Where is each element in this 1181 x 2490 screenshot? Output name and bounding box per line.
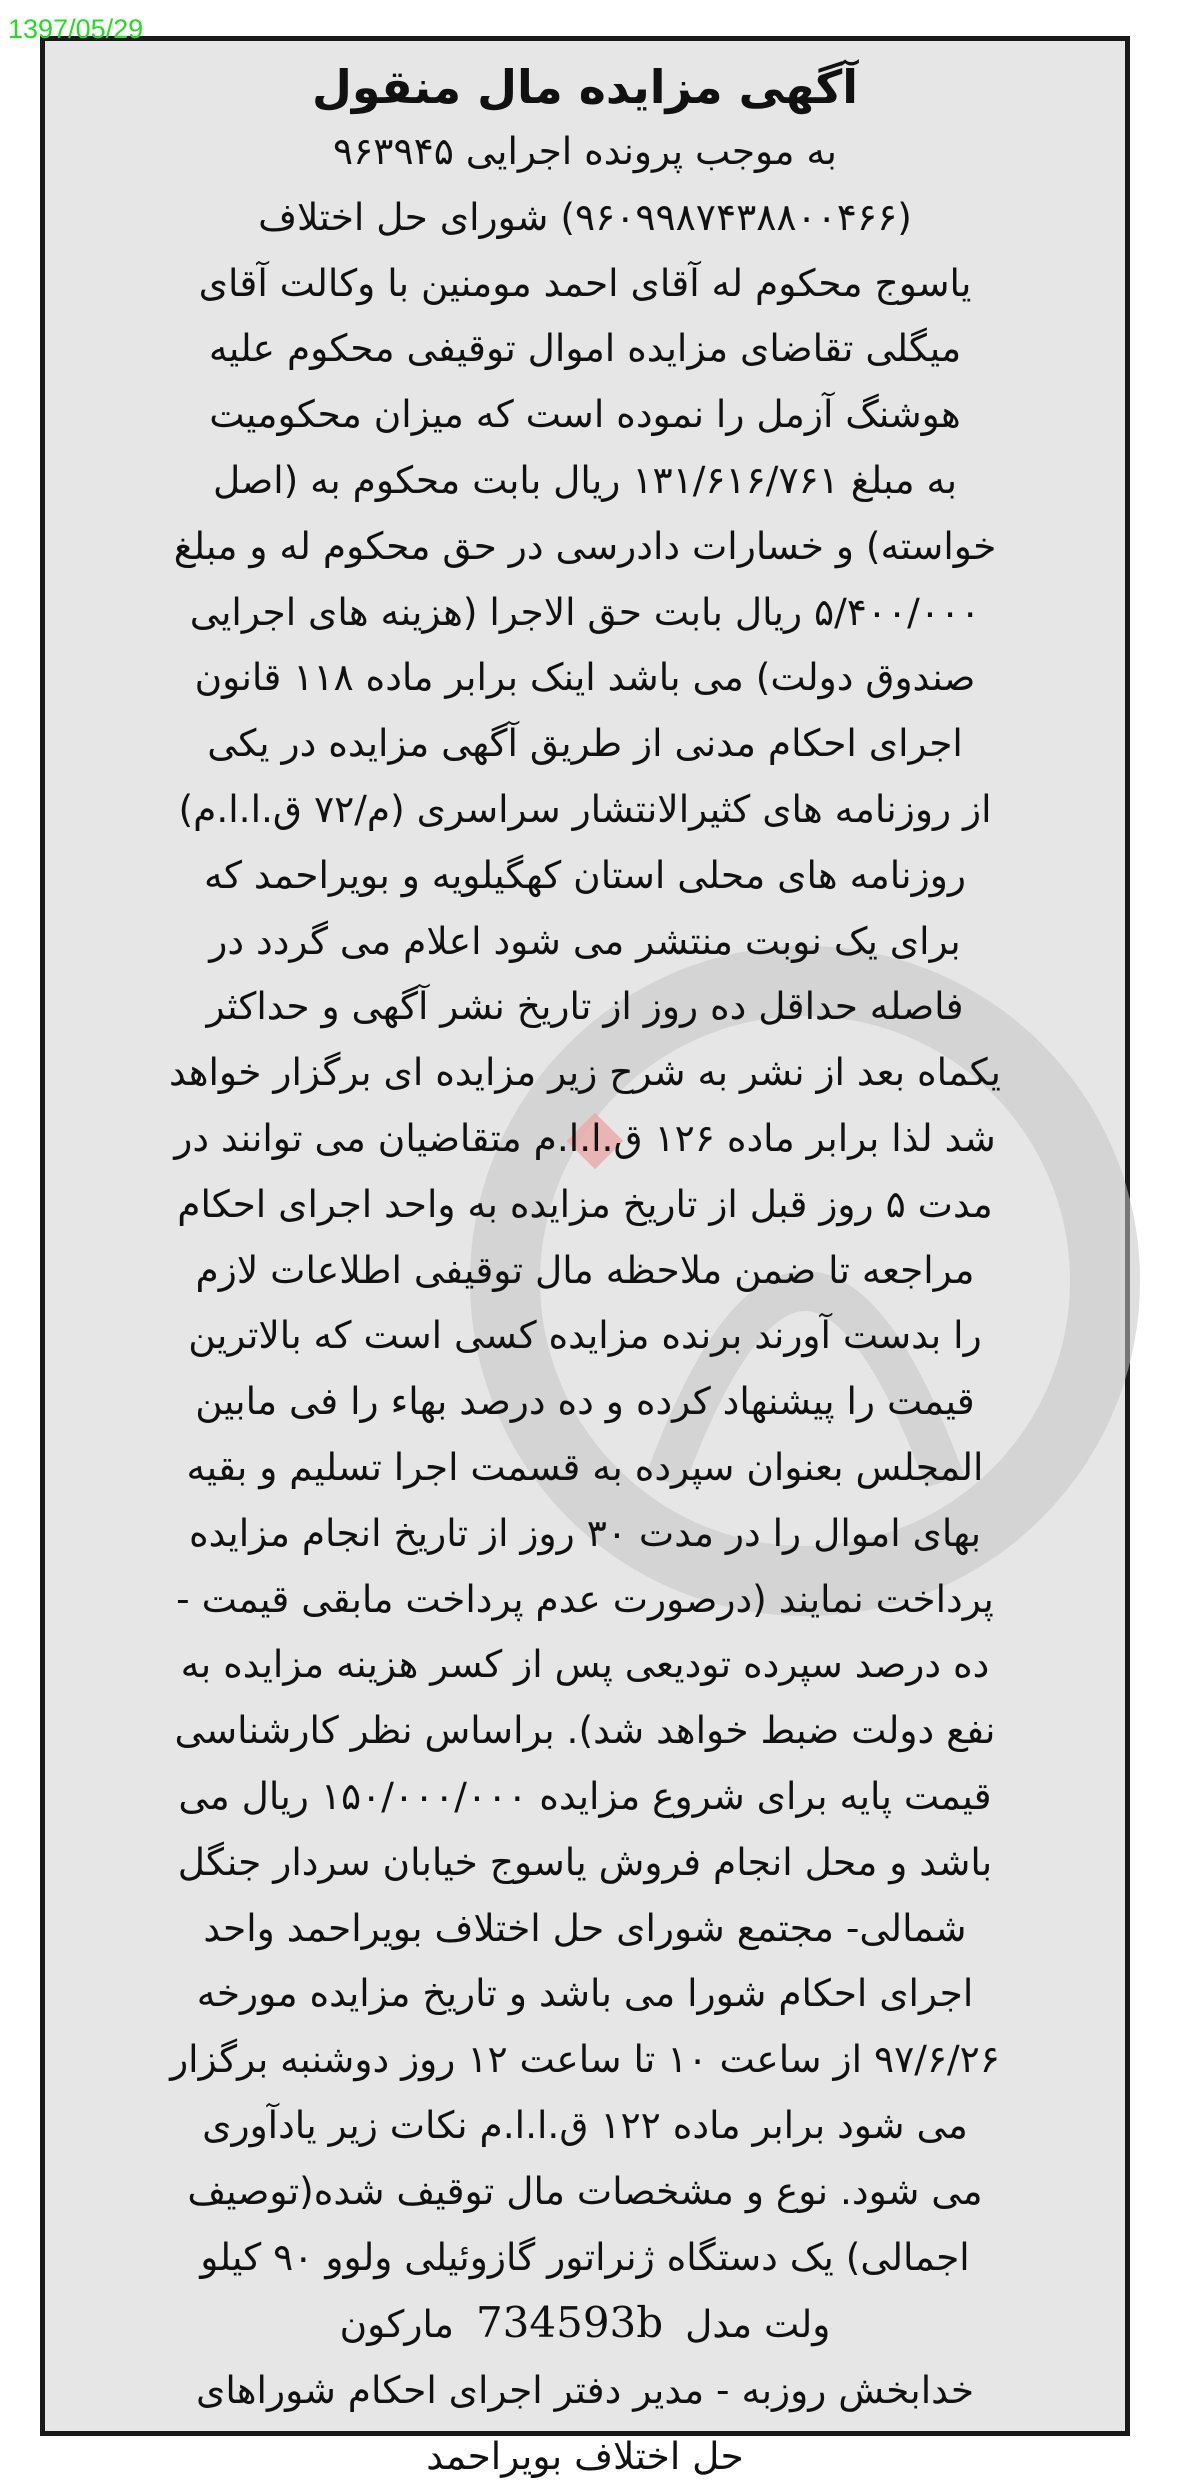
signature-line: حل اختلاف بویراحمد [426,2433,744,2478]
notice-line: قیمت را پیشنهاد کرده و ده درصد بهاء را فی مابین [195,1379,975,1424]
notice-title: آگهی مزایده مال منقول [311,60,859,114]
notice-frame [40,36,1130,2478]
notice-line: ده درصد سپرده تودیعی پس از کسر هزینه مزایده به [180,1642,990,1687]
notice-content [45,41,1125,2490]
notice-line: به موجب پرونده اجرایی ۹۶۳۹۴۵ [333,129,837,173]
notice-line: مدت ۵ روز قبل از تاریخ مزایده به واحد اجرای احکام [177,1181,993,1226]
model-line [59,2290,1111,2358]
notice-line: المجلس بعنوان سپرده به قسمت اجرا تسلیم و بقیه [186,1444,984,1489]
notice-line: صندوق دولت) می باشد اینک برابر ماده ۱۱۸ قانون [194,655,976,700]
notice-line: شمالی- مجتمع شورای حل اختلاف بویراحمد واحد [203,1905,967,1950]
model-code: 734593b [475,2298,664,2348]
notice-line: اجرای احکام مدنی از طریق آگهی مزایده در یکی [207,721,963,766]
date-stamp: 1397/05/29 [8,14,144,44]
notice-line: خواسته) و خسارات دادرسی در حق محکوم له و مبلغ [173,523,997,568]
notice-line: پرداخت نمایند (درصورت عدم پرداخت مابقی قیمت - [176,1576,994,1621]
notice-line: روزنامه های محلی استان کهگیلویه و بویراحمد که [204,852,966,897]
notice-line: شد لذا برابر ماده ۱۲۶ ق.ا.ا.م متقاضیان می توانند در [174,1115,996,1160]
notice-line: اجرای احکام شورا می باشد و تاریخ مزایده مورخه [196,1971,974,2016]
notice-line: هوشنگ آزمل را نموده است که میزان محکومیت [209,392,961,437]
notice-line: ۵/۴۰۰/۰۰۰ ریال بابت حق الاجرا (هزینه های اجرایی [189,589,981,634]
notice-line: اجمالی) یک دستگاه ژنراتور گازوئیلی ولوو ۹۰ کیلو [200,2234,970,2279]
notice-line: می شود برابر ماده ۱۲۲ ق.ا.ا.م نکات زیر یادآوری [202,2102,968,2147]
notice-line: (۹۶۰۹۹۸۷۴۳۸۸۰۰۴۶۶) شورای حل اختلاف [258,194,912,239]
notice-line: را بدست آورند برنده مزایده کسی است که بالاترین [188,1313,982,1358]
notice-line: میگلی تقاضای مزایده اموال توقیفی محکوم علیه [208,326,962,371]
signature-line: خدابخش روزبه - مدیر دفتر اجرای احکام شوراهای [196,2368,974,2413]
notice-line: از روزنامه های کثیرالانتشار سراسری (م/۷۲ ق.ا.ا.م) [178,786,992,831]
notice-line: نفع دولت ضبط خواهد شد). براساس نظر کارشناسی [174,1708,996,1753]
notice-line: باشد و محل انجام فروش یاسوج خیابان سردار جنگل [177,1839,993,1884]
notice-line: برای یک نوبت منتشر می شود اعلام می گردد در [209,918,961,963]
notice-line: مراجعه تا ضمن ملاحظه مال توقیفی اطلاعات لازم [195,1247,975,1292]
notice-line: بهای اموال را در مدت ۳۰ روز از تاریخ انجام مزایده [188,1510,982,1555]
notice-line: یاسوج محکوم له آقای احمد مومنین با وکالت آقای [198,260,972,305]
notice-line: به مبلغ ۱۳۱/۶۱۶/۷۶۱ ریال بابت محکوم به (اصل [212,457,958,502]
model-label: ولت مدل [685,2302,831,2347]
notice-line: قیمت پایه برای شروع مزایده ۱۵۰/۰۰۰/۰۰۰ ریال می [178,1773,992,1818]
model-brand: مارکون [339,2302,455,2347]
notice-line: ۹۷/۶/۲۶ از ساعت ۱۰ تا ساعت ۱۲ روز دوشنبه برگزار [170,2037,1000,2082]
notice-line: فاصله حداقل ده روز از تاریخ نشر آگهی و حداکثر [206,984,964,1029]
notice-line: یکماه بعد از نشر به شرح زیر مزایده ای برگزار خواهد [169,1050,1001,1095]
notice-line: می شود. نوع و مشخصات مال توقیف شده(توصیف [187,2168,983,2213]
